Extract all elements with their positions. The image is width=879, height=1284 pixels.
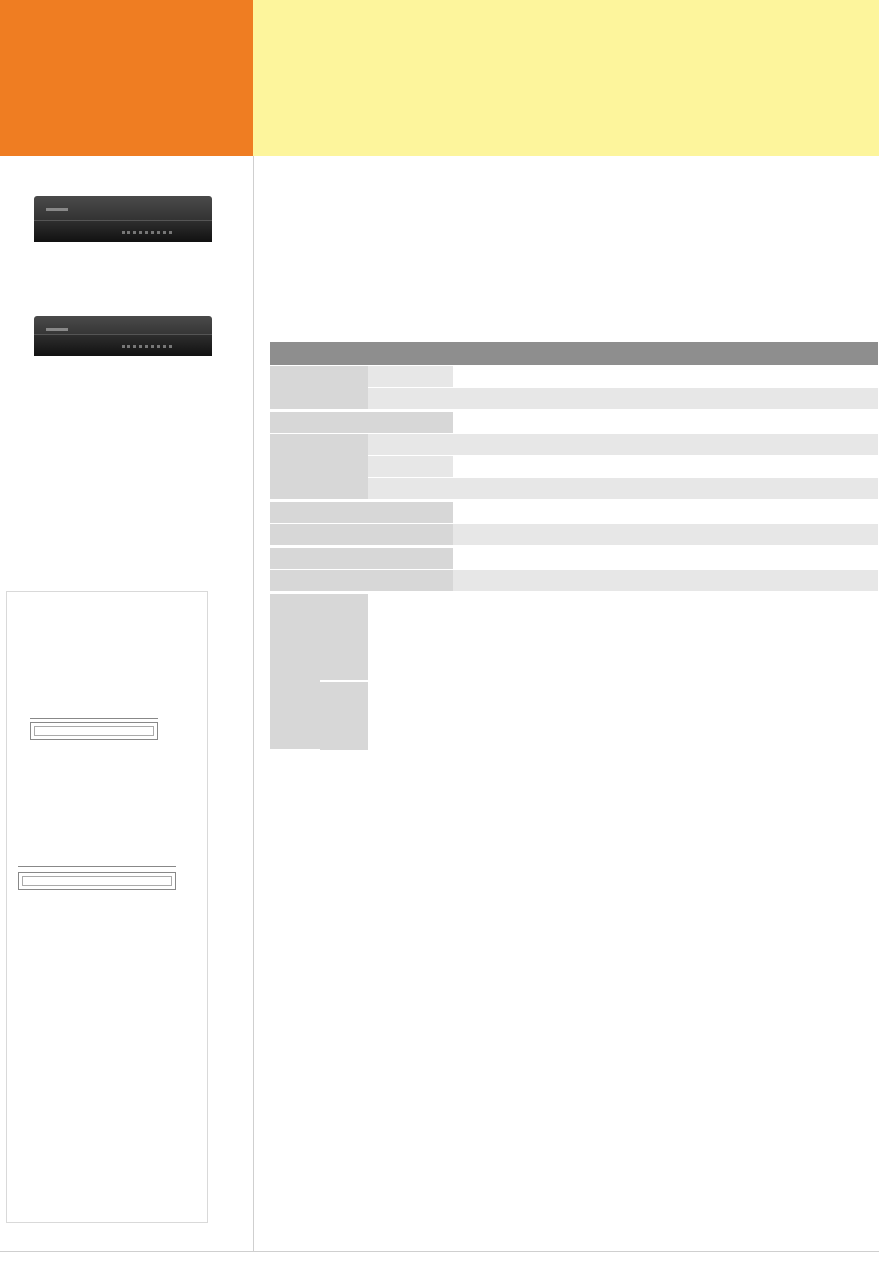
spec-value [453,412,595,433]
spec-row-input-ip [368,388,878,410]
header-brand-block [0,0,253,156]
dimension-drawing-2 [18,872,176,890]
spec-sub-ip [368,388,453,409]
spec-label [270,524,453,545]
footer-divider [0,1251,879,1252]
spec-sub [368,478,453,499]
spec-sub-ahd [368,366,453,387]
spec-row-jump [270,548,878,570]
spec-value [453,478,878,499]
spec-label-input [270,366,368,409]
spec-sub [368,456,453,477]
dimension-panel [6,591,208,1223]
spec-label-record-res [270,594,320,749]
spec-row-output-vga [368,434,878,456]
column-divider [253,156,254,1251]
spec-value [453,524,595,545]
spec-header-label [270,342,453,365]
spec-label [270,412,453,433]
spec-row-live [270,570,878,592]
spec-value [595,388,737,409]
spec-label [270,502,453,523]
spec-value [737,412,878,433]
spec-value [453,434,878,455]
header-title-block [253,0,879,156]
spec-sub [368,434,453,455]
spec-value [453,502,878,523]
spec-sub-group-ip [320,682,368,750]
spec-value [737,524,878,545]
dvr-product-image-1 [34,196,212,242]
spec-row-output-cvbs [368,478,878,500]
spec-model-2 [595,342,737,365]
spec-value [737,366,878,387]
dimension-drawing-1 [30,722,158,740]
spec-value [453,456,878,477]
spec-value [453,570,878,591]
spec-row-output-hdmi [368,456,878,478]
spec-label [270,570,453,591]
spec-model-3 [737,342,878,365]
spec-row-record-res [270,594,878,750]
spec-value [453,366,595,387]
spec-row-playback [270,412,878,434]
spec-model-1 [453,342,595,365]
spec-label [270,434,368,499]
dvr-product-image-2 [34,316,212,356]
dvr-logo [46,328,68,331]
spec-sub-group-ahd [320,594,368,680]
spec-row-input-ahd [368,366,878,388]
spec-value [595,524,737,545]
spec-row-color [270,502,878,524]
spec-value [595,366,737,387]
spec-label [270,548,453,569]
spec-value [595,412,737,433]
spec-value [453,388,595,409]
spec-value [453,548,878,569]
dvr-logo [46,208,68,211]
spec-value [737,388,878,409]
spec-header-row [270,342,878,366]
spec-row-split [270,524,878,546]
